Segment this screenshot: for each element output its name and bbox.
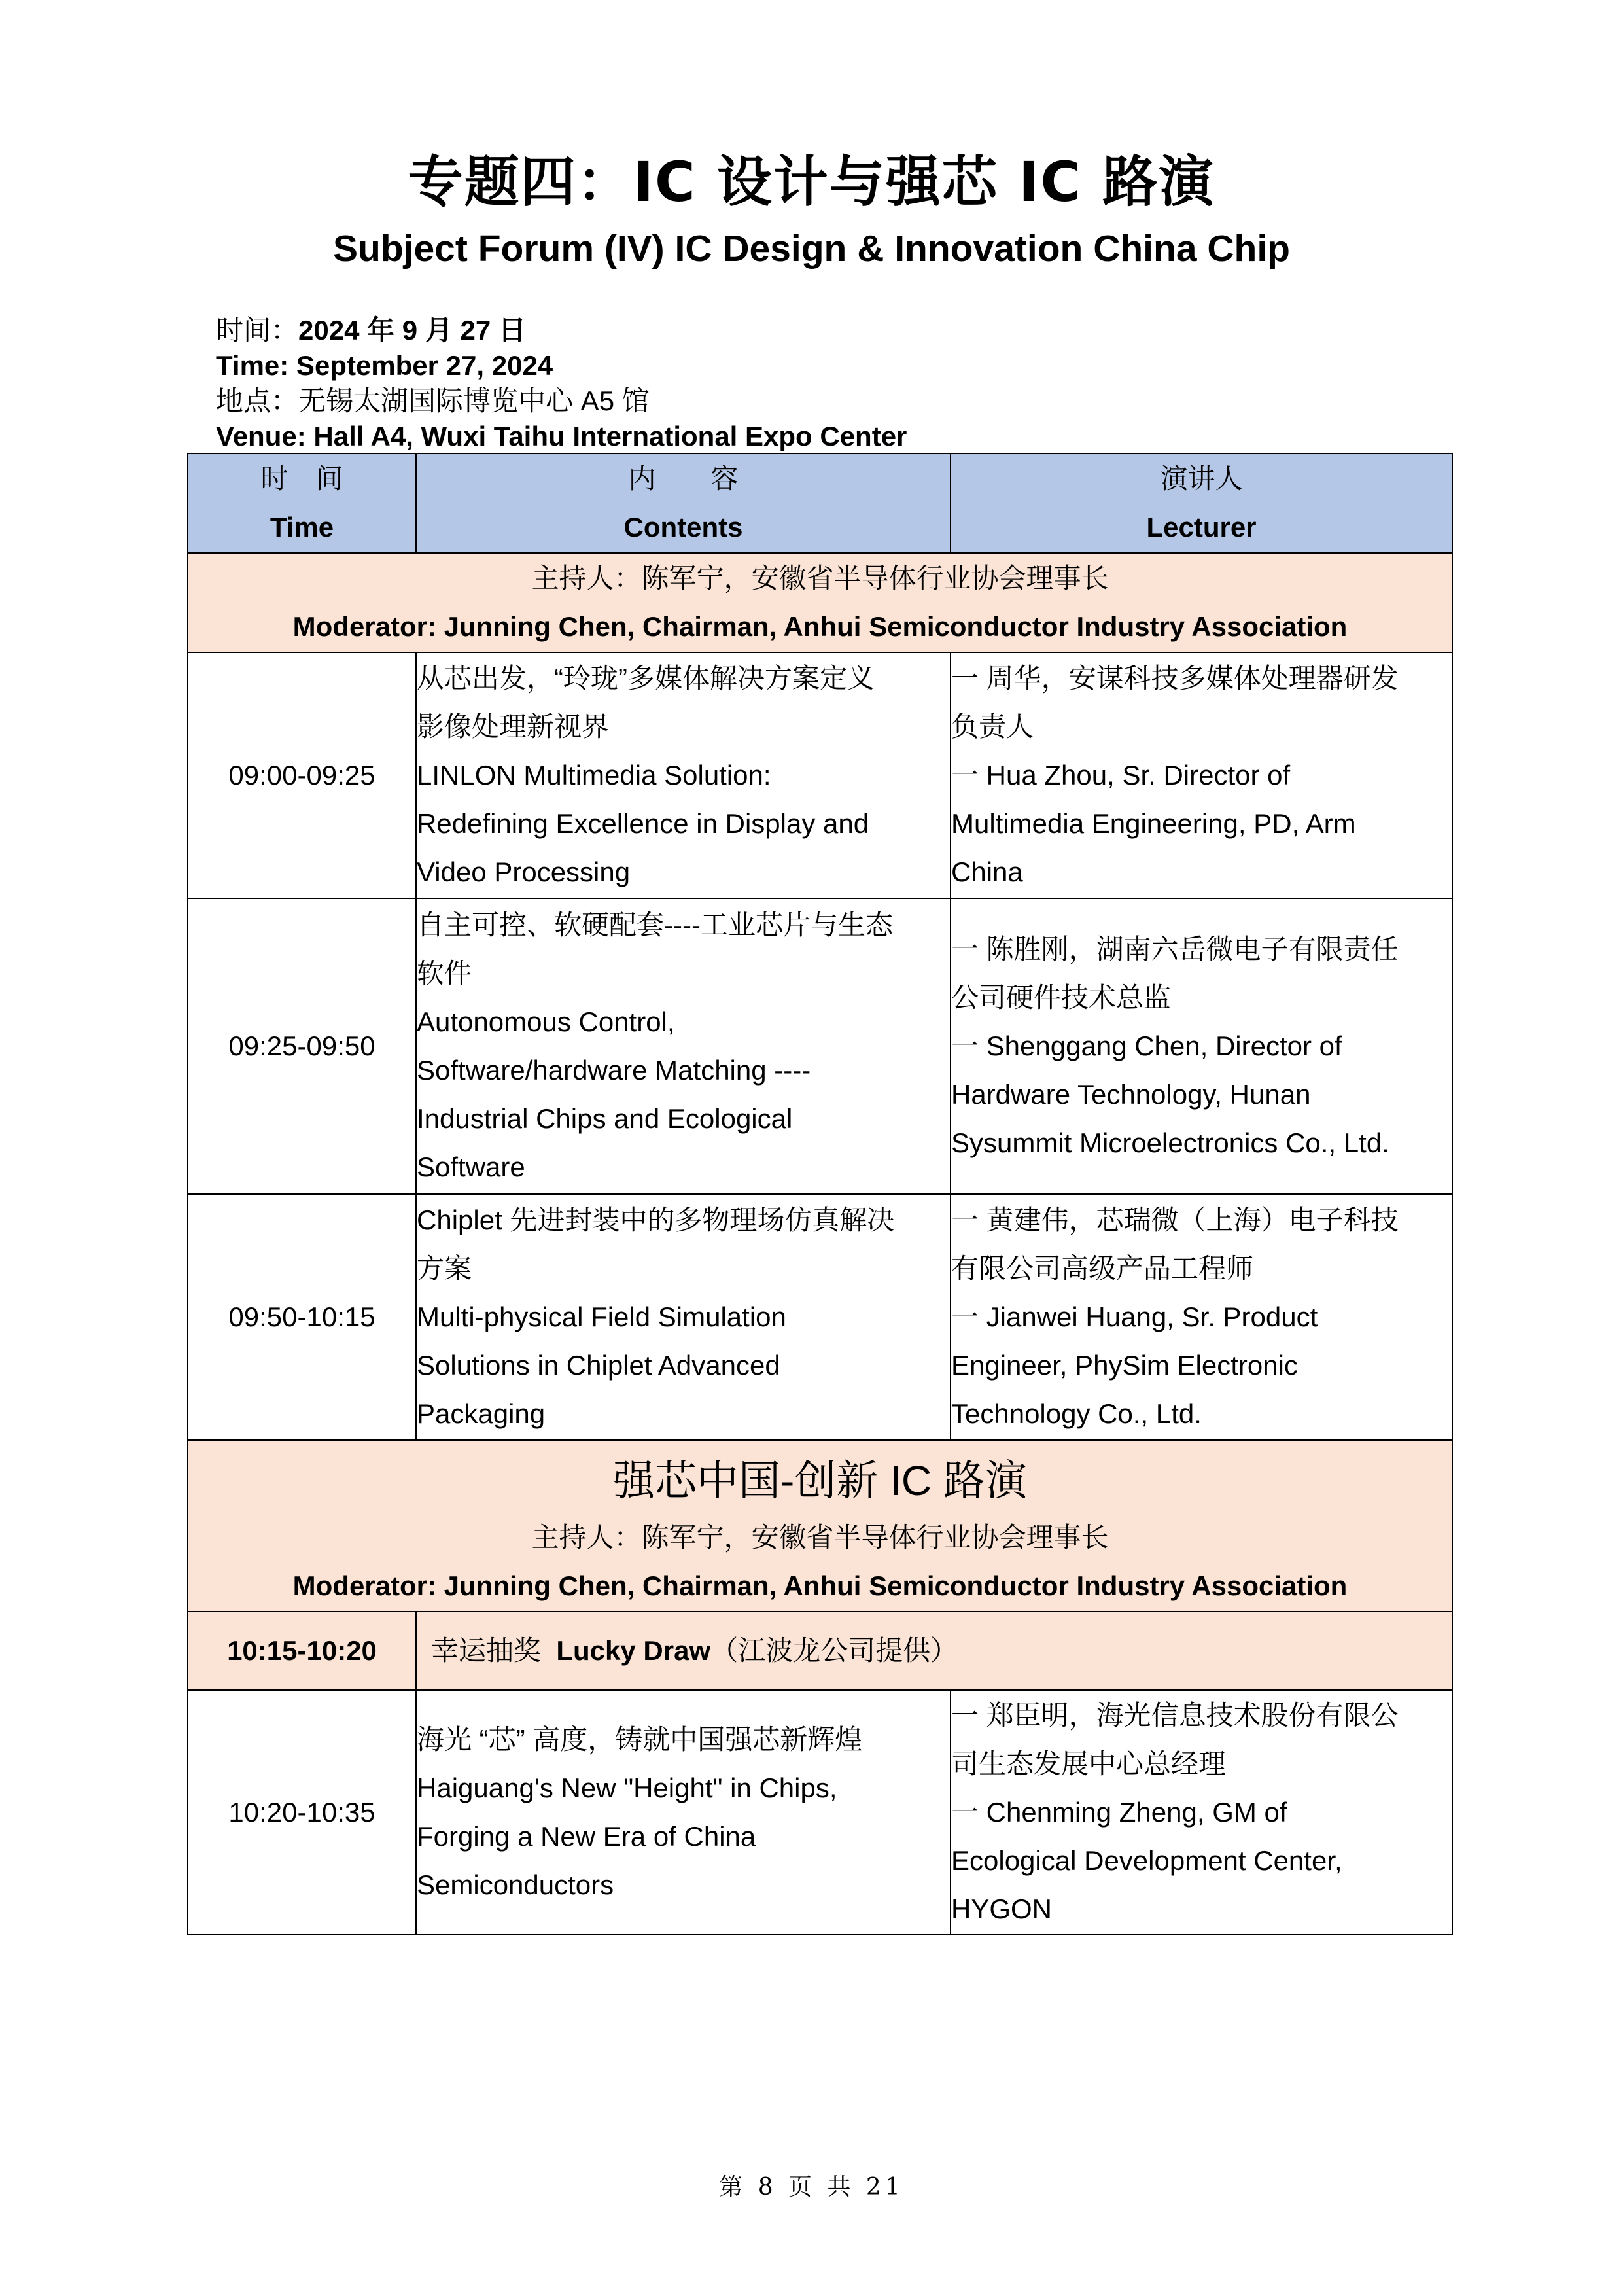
contents-line: Industrial Chips and Ecological	[417, 1103, 793, 1134]
roadshow-moderator-cn: 主持人：陈军宁，安徽省半导体行业协会理事长	[531, 1522, 1109, 1553]
session-time: 09:50-10:15	[188, 1194, 416, 1440]
lecturer-line: HYGON	[951, 1894, 1053, 1924]
contents-line: LINLON Multimedia Solution:	[417, 760, 771, 790]
lecturer-line: 有限公司高级产品工程师	[951, 1253, 1254, 1284]
lecturer-line: Multimedia Engineering, PD, Arm	[951, 808, 1356, 839]
contents-line: Semiconductors	[417, 1869, 614, 1900]
session-time: 10:20-10:35	[188, 1690, 416, 1935]
lecturer-line: 一 黄建伟，芯瑞微（上海）电子科技	[951, 1205, 1399, 1235]
session-contents	[416, 1690, 951, 1935]
lecturer-line: 一 周华，安谋科技多媒体处理器研发	[951, 663, 1399, 694]
lecturer-line: Ecological Development Center,	[951, 1845, 1342, 1876]
contents-line: 海光 “芯” 高度，铸就中国强芯新辉煌	[417, 1724, 863, 1755]
event-meta	[216, 313, 1459, 454]
lecturer-line: 司生态发展中心总经理	[951, 1748, 1227, 1779]
lecturer-line: Hardware Technology, Hunan	[951, 1079, 1311, 1110]
venue-cn-label: 地点：	[216, 385, 299, 416]
schedule-table	[187, 453, 1453, 1935]
session-lecturer	[951, 652, 1452, 898]
lecturer-line: 一 Hua Zhou, Sr. Director of	[951, 760, 1291, 790]
session-contents	[416, 1194, 951, 1440]
contents-line: 软件	[417, 958, 472, 989]
table-header-row	[188, 453, 1452, 553]
lecturer-line: 一 Jianwei Huang, Sr. Product	[951, 1301, 1318, 1332]
moderator-cn: 主持人：陈军宁，安徽省半导体行业协会理事长	[531, 563, 1109, 593]
header-lecturer	[951, 453, 1452, 553]
contents-line: Autonomous Control,	[417, 1006, 675, 1037]
contents-line: 方案	[417, 1253, 472, 1284]
contents-line: Software	[417, 1152, 525, 1182]
header-time	[188, 453, 416, 553]
contents-line: 自主可控、软硬配套----工业芯片与生态	[417, 910, 893, 940]
lucky-draw-en: Lucky Draw	[556, 1635, 711, 1666]
contents-line: Packaging	[417, 1398, 546, 1429]
contents-line: Software/hardware Matching ----	[417, 1055, 811, 1086]
venue-en-row: Venue: Hall A4, Wuxi Taihu International Expo Center	[216, 421, 907, 451]
time-cn-label: 时间：	[216, 315, 299, 345]
contents-line: Forging a New Era of China	[417, 1821, 756, 1852]
session-lecturer	[951, 898, 1452, 1194]
roadshow-row	[188, 1440, 1452, 1612]
page-subtitle: Subject Forum (IV) IC Design & Innovation China Chip	[332, 228, 1291, 270]
time-cn-row	[216, 313, 1459, 348]
lucky-draw-row	[188, 1612, 1452, 1690]
lecturer-line: Technology Co., Ltd.	[951, 1398, 1202, 1429]
lecturer-line: Engineer, PhySim Electronic	[951, 1350, 1298, 1381]
lecturer-line: 一 郑臣明，海光信息技术股份有限公	[951, 1700, 1399, 1731]
lecturer-line: China	[951, 857, 1023, 887]
venue-cn-value: 无锡太湖国际博览中心 A5 馆	[298, 385, 650, 416]
header-contents-cn: 内 容	[628, 463, 739, 494]
lecturer-line: 一 Chenming Zheng, GM of	[951, 1797, 1287, 1828]
roadshow-moderator-en: Moderator: Junning Chen, Chairman, Anhui Semiconductor Industry Association	[292, 1570, 1348, 1601]
session-contents	[416, 652, 951, 898]
table-row	[188, 1194, 1452, 1440]
lecturer-line: 一 Shenggang Chen, Director of	[951, 1031, 1342, 1061]
lucky-draw-time: 10:15-10:20	[188, 1612, 416, 1690]
session-lecturer	[951, 1194, 1452, 1440]
contents-line: 影像处理新视界	[417, 711, 610, 742]
roadshow-cell	[188, 1440, 1452, 1612]
lecturer-line: Sysummit Microelectronics Co., Ltd.	[951, 1127, 1389, 1158]
header-contents	[416, 453, 951, 553]
contents-line: Chiplet 先进封装中的多物理场仿真解决	[417, 1205, 895, 1235]
contents-line: Multi-physical Field Simulation	[417, 1301, 786, 1332]
session-time: 09:25-09:50	[188, 898, 416, 1194]
header-time-en: Time	[270, 512, 334, 542]
lecturer-line: 公司硬件技术总监	[951, 982, 1172, 1013]
session-contents	[416, 898, 951, 1194]
table-row	[188, 898, 1452, 1194]
roadshow-title: 强芯中国-创新 IC 路演	[613, 1457, 1027, 1504]
header-lecturer-cn: 演讲人	[1160, 463, 1243, 494]
contents-line: Haiguang's New "Height" in Chips,	[417, 1773, 837, 1803]
lucky-draw-cn: 幸运抽奖	[431, 1635, 542, 1666]
moderator-row	[188, 553, 1452, 652]
moderator-cell	[188, 553, 1452, 652]
lucky-draw-text	[416, 1612, 1452, 1690]
lecturer-line: 负责人	[951, 711, 1034, 742]
time-cn-value: 2024 年 9 月 27 日	[298, 315, 526, 345]
time-en-row: Time: September 27, 2024	[216, 350, 553, 381]
page-title: 专题四：IC 设计与强芯 IC 路演	[408, 150, 1215, 214]
table-row	[188, 652, 1452, 898]
venue-cn-row	[216, 383, 1459, 419]
lecturer-line: 一 陈胜刚，湖南六岳微电子有限责任	[951, 934, 1399, 964]
session-lecturer	[951, 1690, 1452, 1935]
contents-line: Redefining Excellence in Display and	[417, 808, 869, 839]
moderator-en: Moderator: Junning Chen, Chairman, Anhui Semiconductor Industry Association	[292, 611, 1348, 642]
table-row	[188, 1690, 1452, 1935]
contents-line: Solutions in Chiplet Advanced	[417, 1350, 780, 1381]
contents-line: Video Processing	[417, 857, 631, 887]
page-number: 第 8 页 共 21	[719, 2174, 904, 2200]
header-time-cn: 时 间	[260, 463, 343, 494]
lucky-draw-sponsor: （江波龙公司提供）	[710, 1635, 958, 1666]
header-lecturer-en: Lecturer	[1146, 512, 1257, 542]
session-time: 09:00-09:25	[188, 652, 416, 898]
contents-line: 从芯出发，“玲珑”多媒体解决方案定义	[417, 663, 875, 694]
header-contents-en: Contents	[623, 512, 743, 542]
